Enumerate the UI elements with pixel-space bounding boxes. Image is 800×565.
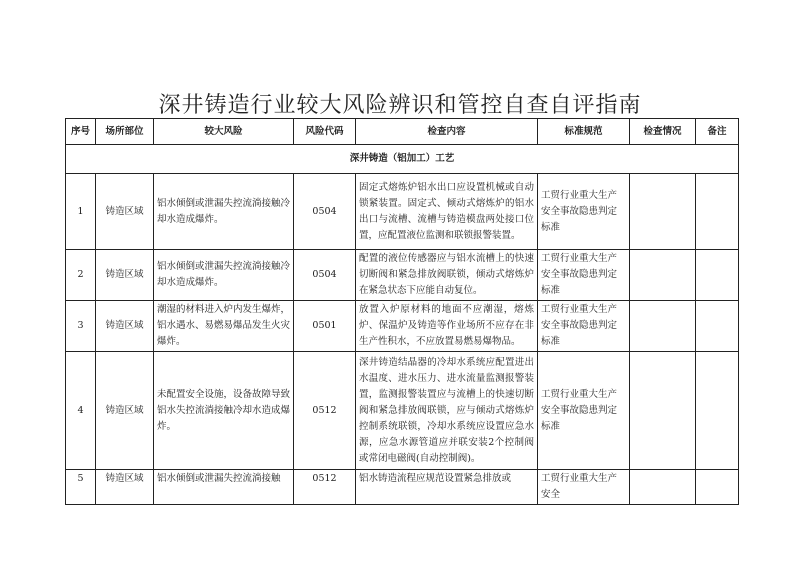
header-content: 检查内容 — [356, 119, 538, 145]
row-remark — [696, 301, 739, 352]
row-check — [630, 301, 696, 352]
row-place: 铸造区域 — [96, 470, 154, 505]
row-place: 铸造区域 — [96, 352, 154, 470]
row-no: 2 — [66, 250, 96, 301]
header-standard: 标准规范 — [538, 119, 630, 145]
row-code: 0504 — [294, 174, 356, 250]
row-check — [630, 174, 696, 250]
row-content: 铝水铸造流程应规范设置紧急排放或 — [356, 470, 538, 505]
row-content: 放置入炉原材料的地面不应潮湿，熔炼炉、保温炉及铸造等作业场所不应存在非生产性积水，不应放置易燃易爆物品。 — [356, 301, 538, 352]
row-risk: 铝水倾倒或泄漏失控流淌接触冷却水造成爆炸。 — [154, 174, 294, 250]
row-check — [630, 470, 696, 505]
row-standard: 工贸行业重大生产安全事故隐患判定标准 — [538, 250, 630, 301]
row-code: 0512 — [294, 352, 356, 470]
table-row — [66, 301, 739, 352]
row-remark — [696, 250, 739, 301]
row-no: 4 — [66, 352, 96, 470]
row-risk: 未配置安全设施，设备故障导致铝水失控流淌接触冷却水造成爆炸。 — [154, 352, 294, 470]
header-place: 场所部位 — [96, 119, 154, 145]
header-check: 检查情况 — [630, 119, 696, 145]
risk-table — [65, 118, 739, 505]
row-risk: 铝水倾倒或泄漏失控流淌接触 — [154, 470, 294, 505]
row-place: 铸造区域 — [96, 301, 154, 352]
row-content: 配置的液位传感器应与铝水流槽上的快速切断阀和紧急排放阀联锁，倾动式熔炼炉在紧急状态下应能自动复位。 — [356, 250, 538, 301]
table-row — [66, 470, 739, 505]
row-risk: 潮湿的材料进入炉内发生爆炸，铝水遇水、易燃易爆品发生火灾爆炸。 — [154, 301, 294, 352]
row-standard: 工贸行业重大生产安全事故隐患判定标准 — [538, 174, 630, 250]
row-standard: 工贸行业重大生产安全事故隐患判定标准 — [538, 352, 630, 470]
header-remark: 备注 — [696, 119, 739, 145]
page-title: 深井铸造行业较大风险辨识和管控自查自评指南 — [158, 93, 642, 118]
row-standard: 工贸行业重大生产安全事故隐患判定标准 — [538, 301, 630, 352]
header-code: 风险代码 — [294, 119, 356, 145]
row-no: 5 — [66, 470, 96, 505]
row-standard: 工贸行业重大生产安全 — [538, 470, 630, 505]
row-remark — [696, 174, 739, 250]
row-code: 0501 — [294, 301, 356, 352]
row-code: 0504 — [294, 250, 356, 301]
row-content: 深井铸造结晶器的冷却水系统应配置进出水温度、进水压力、进水流量监测报警装置，监测报警装置应与流槽上的快速切断阀和紧急排放阀联锁，应与倾动式熔炼炉控制系统联锁，冷却水系统应设置应急水源，应急水源管道应并联安装2个控制阀或常闭电磁阀(自动控制阀)。 — [356, 352, 538, 470]
row-place: 铸造区域 — [96, 174, 154, 250]
header-risk: 较大风险 — [154, 119, 294, 145]
row-code: 0512 — [294, 470, 356, 505]
table-row — [66, 174, 739, 250]
header-no: 序号 — [66, 119, 96, 145]
section-row — [66, 145, 739, 174]
header-row — [66, 119, 739, 145]
row-no: 1 — [66, 174, 96, 250]
row-remark — [696, 352, 739, 470]
section-title: 深井铸造（铝加工）工艺 — [66, 145, 739, 174]
row-check — [630, 250, 696, 301]
row-check — [630, 352, 696, 470]
table-row — [66, 250, 739, 301]
row-content: 固定式熔炼炉铝水出口应设置机械或自动锁紧装置。固定式、倾动式熔炼炉的铝水出口与流槽、流槽与铸造模盘两处接口位置，应配置液位监测和联锁报警装置。 — [356, 174, 538, 250]
row-no: 3 — [66, 301, 96, 352]
row-remark — [696, 470, 739, 505]
row-place: 铸造区域 — [96, 250, 154, 301]
row-risk: 铝水倾倒或泄漏失控流淌接触冷却水造成爆炸。 — [154, 250, 294, 301]
table-row — [66, 352, 739, 470]
